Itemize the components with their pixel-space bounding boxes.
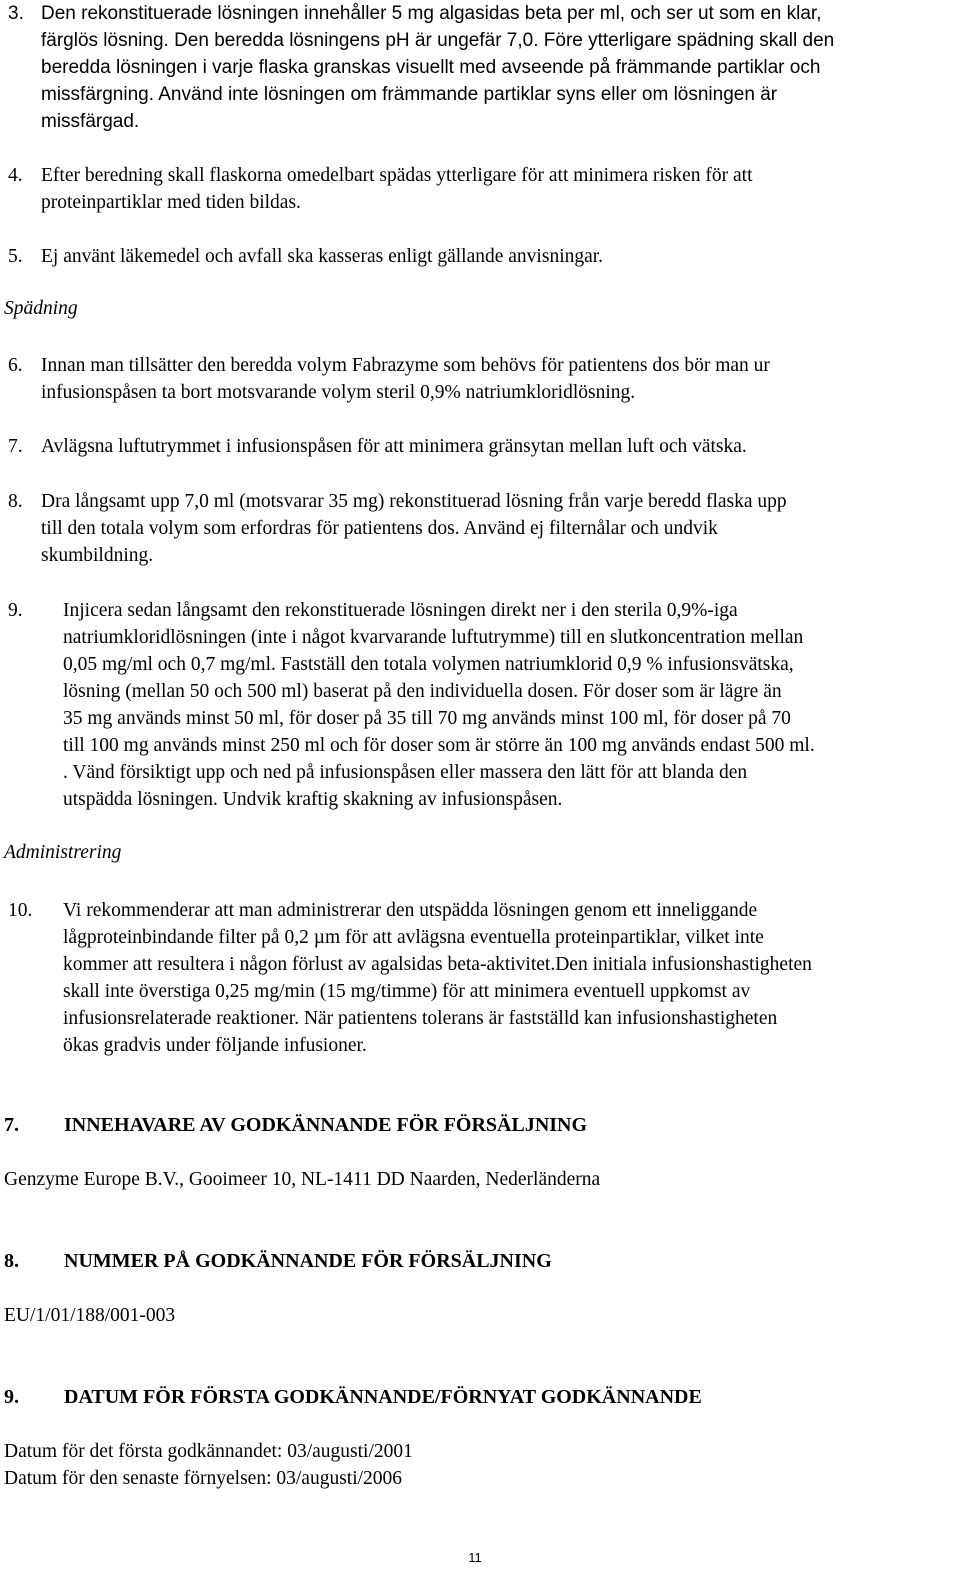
- first-authorisation-date: Datum för det första godkännandet: 03/augusti/2001: [4, 1441, 413, 1462]
- subheading-dilution: Spädning: [4, 298, 78, 319]
- section-title: NUMMER PÅ GODKÄNNANDE FÖR FÖRSÄLJNING: [64, 1250, 552, 1272]
- step-text: Ej använt läkemedel och avfall ska kasseras enligt gällande anvisningar.: [41, 246, 604, 267]
- step-text: Injicera sedan långsamt den rekonstituerade lösningen direkt ner i den sterila 0,9%-iga natriumkloridlösningen (inte i något kvarvarande luftutrymme) till en slutkoncentration mellan 0,05 mg/ml och 0,7 mg/ml. Fastställ den totala volymen natriumklorid 0,9 % infusionsvätska, lösning (mellan 50 och 500 ml) baserat på den individuella dosen. För doser som är lägre än 35 mg används minst 50 ml, för doser på 35 till 70 mg används minst 100 ml, för doser på 70 till 100 mg används minst 250 ml och för doser som är större än 100 mg används endast 500 ml. . Vänd försiktigt upp och ned på infusionspåsen eller massera den lätt för att blanda den utspädda lösningen. Undvik kraftig skakning av infusionspåsen.: [63, 600, 815, 810]
- section-number: 8.: [4, 1250, 19, 1272]
- section-title: DATUM FÖR FÖRSTA GODKÄNNANDE/FÖRNYAT GODKÄNNANDE: [64, 1386, 702, 1408]
- page-number: 11: [468, 1550, 482, 1565]
- step-6: [8, 352, 958, 406]
- step-8: [8, 488, 958, 569]
- authorisation-number: EU/1/01/188/001-003: [4, 1305, 176, 1326]
- step-7: [8, 433, 958, 460]
- step-text: Efter beredning skall flaskorna omedelbart spädas ytterligare för att minimera risken för att proteinpartiklar med tiden bildas.: [41, 165, 753, 213]
- step-9: [8, 597, 958, 813]
- section-number: 9.: [4, 1386, 19, 1408]
- step-number: 10.: [8, 900, 33, 921]
- step-4: [8, 162, 958, 216]
- step-5: [8, 243, 958, 270]
- step-number: 8.: [8, 491, 23, 512]
- step-text: Den rekonstituerade lösningen innehåller 5 mg algasidas beta per ml, och ser ut som en klar, färglös lösning. Den beredda lösningens pH är ungefär 7,0. Före ytterligare spädning skall den beredda lösningen i varje flaska granskas visuellt med avseende på främmande partiklar och missfärgning. Använd inte lösningen om främmande partiklar syns eller om lösningen är missfärgad.: [41, 3, 835, 132]
- section-title: INNEHAVARE AV GODKÄNNANDE FÖR FÖRSÄLJNING: [64, 1114, 588, 1136]
- section-number: 7.: [4, 1114, 19, 1136]
- step-number: 5.: [8, 246, 23, 267]
- subheading-administration: Administrering: [4, 842, 122, 863]
- step-number: 3.: [8, 3, 24, 24]
- holder-address: Genzyme Europe B.V., Gooimeer 10, NL-1411 DD Naarden, Nederländerna: [4, 1169, 601, 1190]
- step-text: Innan man tillsätter den beredda volym Fabrazyme som behövs för patientens dos bör man ur infusionspåsen ta bort motsvarande volym steril 0,9% natriumkloridlösning.: [41, 355, 770, 403]
- step-number: 7.: [8, 436, 23, 457]
- step-number: 9.: [8, 600, 23, 621]
- step-number: 6.: [8, 355, 23, 376]
- step-3: [8, 0, 958, 135]
- step-10: [8, 897, 958, 1059]
- step-text: Avlägsna luftutrymmet i infusionspåsen för att minimera gränsytan mellan luft och vätska.: [41, 436, 747, 457]
- renewal-date: Datum för den senaste förnyelsen: 03/augusti/2006: [4, 1468, 403, 1489]
- step-text: Dra långsamt upp 7,0 ml (motsvarar 35 mg) rekonstituerad lösning från varje beredd flaska upp till den totala volym som erfordras för patientens dos. Använd ej filternålar och undvik skumbildning.: [41, 491, 787, 566]
- step-text: Vi rekommenderar att man administrerar den utspädda lösningen genom ett inneliggande lågproteinbindande filter på 0,2 µm för att avlägsna eventuella proteinpartiklar, vilket inte kommer att resultera i någon förlust av agalsidas beta-aktivitet.Den initiala infusionshastigheten skall inte överstiga 0,25 mg/min (15 mg/timme) för att minimera eventuell uppkomst av infusionsrelaterade reaktioner. När patientens tolerans är fastställd kan infusionshastigheten ökas gradvis under följande infusioner.: [63, 900, 812, 1056]
- step-number: 4.: [8, 165, 23, 186]
